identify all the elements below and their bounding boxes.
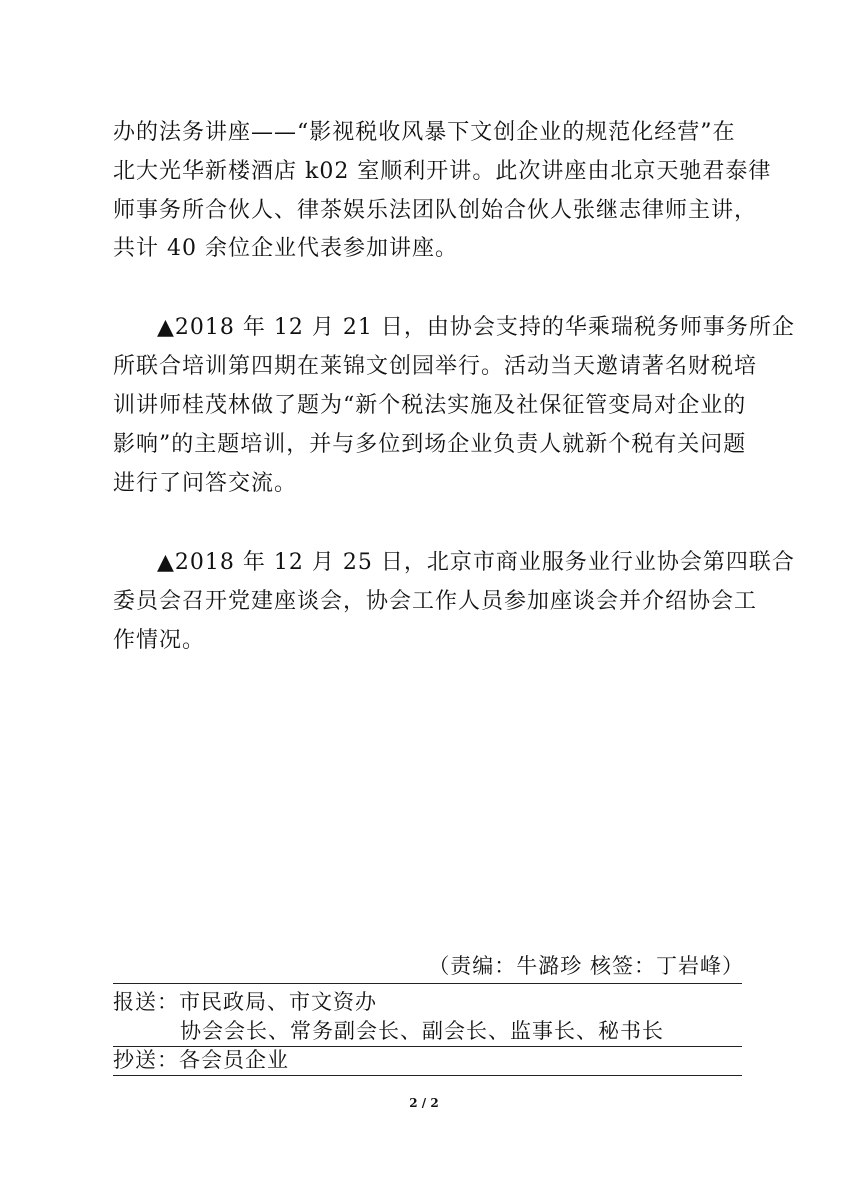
paragraph-line: ▲2018 年 12 月 21 日，由协会支持的华乘瑞税务师事务所企 (157, 315, 795, 340)
copy-to-line: 抄送：各会员企业 (113, 1048, 289, 1072)
paragraph-line: 作情况。 (113, 628, 206, 653)
page-number: 2 / 2 (409, 1096, 439, 1110)
report-to-continued-line: 协会会长、常务副会长、副会长、监事长、秘书长 (180, 1019, 664, 1043)
paragraph-line: 影响”的主题培训，并与多位到场企业负责人就新个税有关问题 (113, 432, 747, 457)
divider-bottom (113, 1075, 742, 1076)
paragraph-line: 办的法务讲座——“影视税收风暴下文创企业的规范化经营”在 (113, 120, 736, 145)
editor-credit: （责编：牛潞珍 核签：丁岩峰） (428, 954, 744, 978)
paragraph-line: ▲2018 年 12 月 25 日，北京市商业服务业行业协会第四联合 (157, 550, 795, 575)
paragraph-line: 所联合培训第四期在莱锦文创园举行。活动当天邀请著名财税培 (113, 354, 758, 379)
paragraph-line: 共计 40 余位企业代表参加讲座。 (113, 236, 458, 261)
paragraph-line: 训讲师桂茂林做了题为“新个税法实施及社保征管变局对企业的 (113, 393, 747, 418)
paragraph-line: 进行了问答交流。 (113, 471, 298, 496)
divider-top (113, 983, 742, 984)
paragraph-line: 北大光华新楼酒店 k02 室顺利开讲。此次讲座由北京天驰君泰律 (113, 159, 772, 184)
paragraph-line: 委员会召开党建座谈会，协会工作人员参加座谈会并介绍协会工 (113, 589, 758, 614)
paragraph-line: 师事务所合伙人、律茶娱乐法团队创始合伙人张继志律师主讲， (113, 198, 758, 223)
report-to-line: 报送：市民政局、市文资办 (113, 990, 377, 1014)
